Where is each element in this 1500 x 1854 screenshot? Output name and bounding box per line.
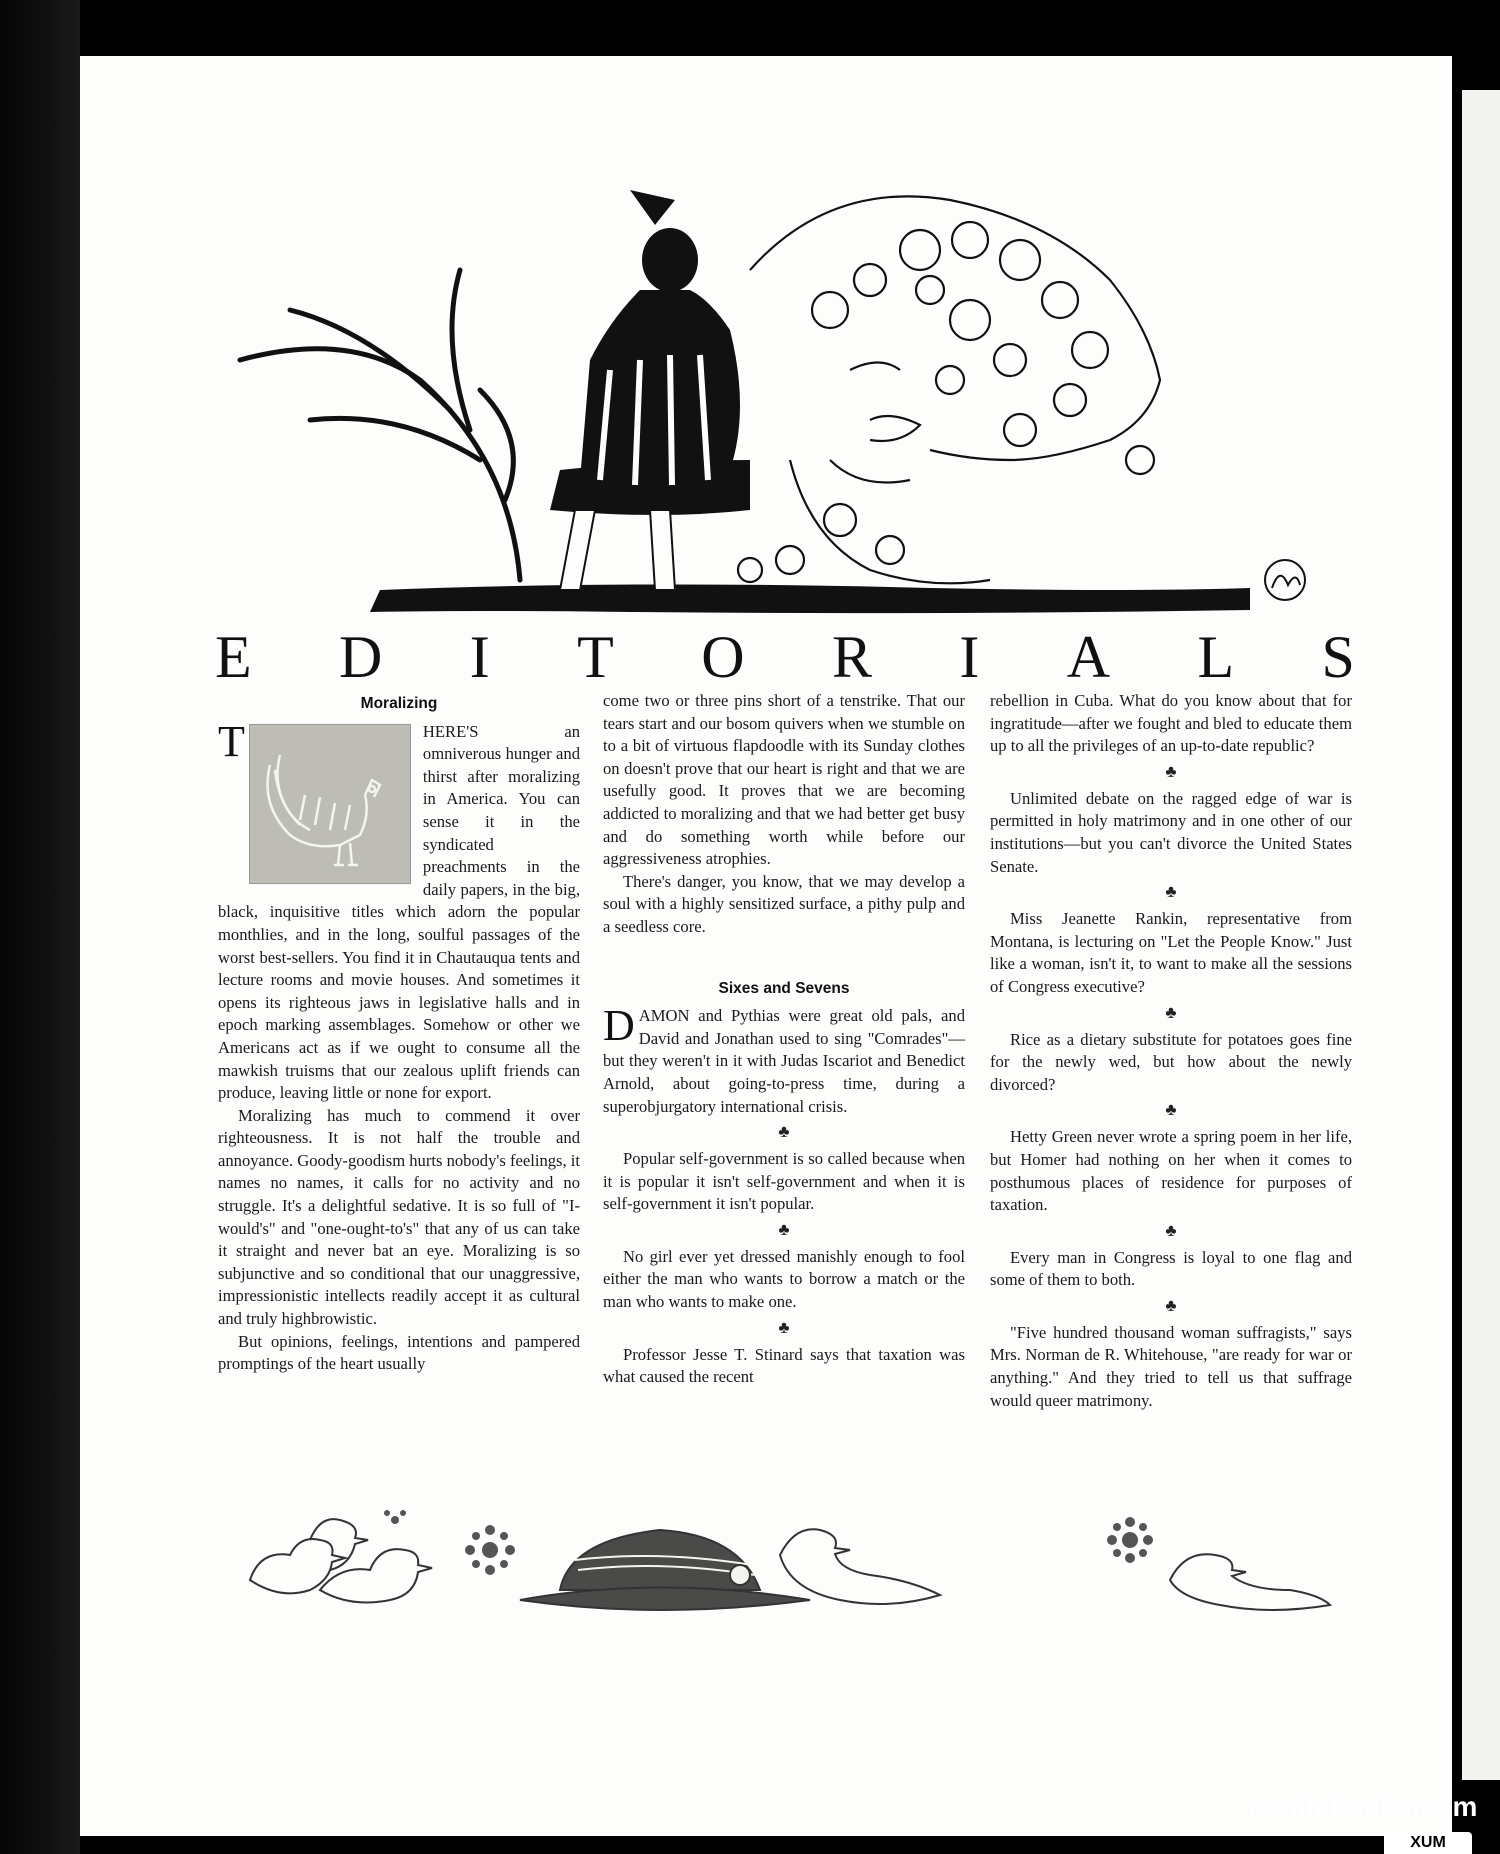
paragraph-text: HERE'S an omniverous hunger and thirst after moralizing in America. You can sense it in the syndicated preachments in the daily papers, in the big, black, inquisitive titles which adorn the popular monthlies, and in the long, soulful passages of the worst best-sellers. You find it in Chautauqua tents and lecture rooms and movie houses. And sometimes it opens its righteous jaws in legislative halls and in epoch marking assemblages. Somehow or other we Americans act as if we ought to consume all the mawkish truisms that our zealous uplift friends can produce, leaving little or none for export.	[218, 721, 580, 1103]
masthead-letter: D	[339, 623, 383, 690]
facing-page-edge	[1462, 90, 1500, 1780]
club-ornament-icon: ♣	[1165, 1295, 1177, 1315]
header-illustration	[230, 160, 1350, 630]
paragraph: "Five hundred thousand woman suffragists," says Mrs. Norman de R. Whitehouse, "are ready for war or anything." And they tried to tell us that suffrage would queer matrimony.	[990, 1322, 1352, 1410]
club-ornament-icon: ♣	[1165, 1220, 1177, 1240]
spacer	[603, 939, 965, 975]
paragraph: Popular self-government is so called because when it is popular it isn't self-government and when it is self-government it isn't popular.	[603, 1149, 965, 1214]
paragraph: There's danger, you know, that we may develop a soul with a highly sensitized surface, a pithy pulp and a seedless core.	[603, 871, 965, 936]
paragraph: Professor Jesse T. Stinard says that taxation was what caused the recent	[603, 1344, 965, 1387]
club-ornament-icon: ♣	[778, 1122, 790, 1142]
paragraph: Miss Jeanette Rankin, representative from Montana, is lecturing on "Let the People Know." Just like a woman, isn't it, to want to make all the sessions of Congress executive?	[990, 909, 1352, 996]
masthead-editorials	[215, 622, 1355, 692]
club-ornament-icon: ♣	[1165, 761, 1177, 781]
rooster-illustration	[249, 724, 411, 884]
column-2	[603, 690, 965, 1389]
masthead-letter: O	[701, 623, 745, 690]
column-1	[218, 690, 580, 1376]
masthead-letter: A	[1066, 623, 1111, 690]
paragraph: But opinions, feelings, intentions and pampered promptings of the heart usually	[218, 1331, 580, 1374]
paragraph-text: AMON and Pythias were great old pals, and David and Jonathan used to sing "Comrades"—but they weren't in it with Judas Iscariot and Benedict Arnold, about going-to-press time, during a superobjurgatory international crisis.	[603, 1006, 965, 1116]
club-ornament-icon: ♣	[778, 1219, 790, 1239]
footer-illustration	[240, 1480, 1340, 1620]
masthead-letter: I	[469, 623, 490, 690]
masthead-letter: T	[577, 623, 614, 690]
club-ornament-icon: ♣	[778, 1317, 790, 1337]
paragraph	[218, 716, 580, 1105]
section-heading-moralizing: Moralizing	[360, 695, 438, 712]
paragraph: Unlimited debate on the ragged edge of war is permitted in holy matrimony and in one other of our institutions—but you can't divorce the United States Senate.	[990, 788, 1352, 876]
paragraph: Rice as a dietary substitute for potatoes goes fine for the newly wed, but how about the newly divorced?	[990, 1029, 1352, 1094]
column-3	[990, 690, 1352, 1412]
corner-tag: XUM	[1384, 1832, 1472, 1854]
masthead-letter: R	[831, 623, 872, 690]
paragraph: rebellion in Cuba. What do you know about that for ingratitude—after we fought and bled to educate them up to all the privileges of an up-to-date republic?	[990, 691, 1352, 756]
masthead-letter: I	[959, 623, 980, 690]
scan-edge-left	[0, 0, 80, 1854]
club-ornament-icon: ♣	[1165, 1100, 1177, 1120]
drop-cap: T	[218, 716, 245, 766]
club-ornament-icon: ♣	[1165, 1002, 1177, 1022]
drop-cap: D	[603, 1001, 635, 1051]
paragraph: No girl ever yet dressed manishly enough to fool either the man who wants to borrow a match or the man who wants to make one.	[603, 1246, 965, 1312]
paragraph: Hetty Green never wrote a spring poem in her life, but Homer had nothing on her when it comes to posthumous places of residence for purposes of taxation.	[990, 1127, 1352, 1215]
paragraph: Every man in Congress is loyal to one flag and some of them to both.	[990, 1247, 1352, 1290]
paragraph: Moralizing has much to commend it over righteousness. It is not half the trouble and annoyance. Goody-goodism hurts nobody's feelings, it names no names, it calls for no activity and no struggle. It's a delightful sedative. It is so full of "I-would's" and "one-ought-to's" that any of us can take it straight and never bat an eye. Moralizing is so subjunctive and so conditional that our unaggressive, impressionistic intellects readily accept it as cultural and truly highbrowistic.	[218, 1105, 581, 1329]
masthead-letter: E	[215, 623, 252, 690]
site-watermark: comicbooks.com	[1248, 1791, 1478, 1822]
section-heading-sixes-and-sevens: Sixes and Sevens	[718, 979, 850, 997]
masthead-letter: S	[1321, 623, 1355, 690]
club-ornament-icon: ♣	[1165, 882, 1177, 902]
paragraph	[603, 1001, 965, 1118]
masthead-letter: L	[1197, 623, 1235, 690]
paragraph: come two or three pins short of a tenstrike. That our tears start and our bosom quivers when we stumble on to a bit of virtuous flapdoodle with its Sunday clothes on doesn't prove that our heart is right and that we are usefully good. It proves that we are becoming addicted to moralizing and that we had better get busy and do something worth while before our aggressiveness atrophies.	[603, 691, 965, 869]
